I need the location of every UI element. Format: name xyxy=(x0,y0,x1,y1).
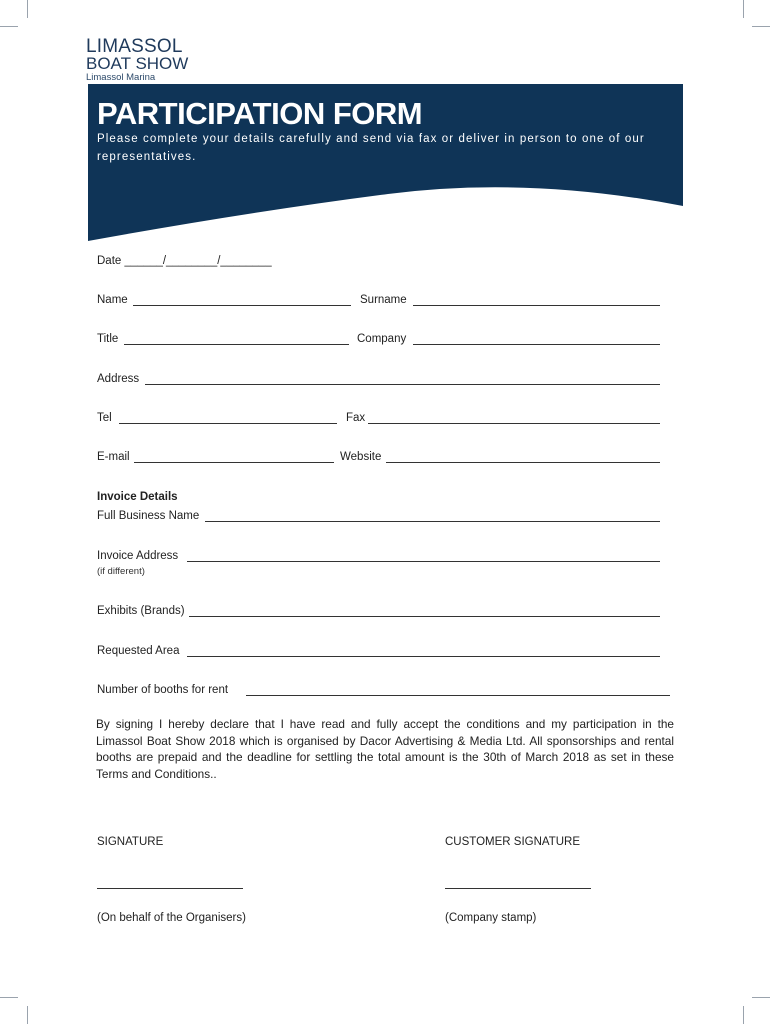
customer-signature-line[interactable] xyxy=(445,888,591,889)
if-different-note: (if different) xyxy=(97,566,145,577)
logo xyxy=(86,38,188,84)
organisers-note: (On behalf of the Organisers) xyxy=(97,912,246,924)
surname-field[interactable] xyxy=(413,305,660,306)
crop-mark xyxy=(752,26,770,27)
invoice-address-label: Invoice Address xyxy=(97,550,179,562)
fax-field[interactable] xyxy=(368,423,660,424)
name-field[interactable] xyxy=(133,305,351,306)
customer-signature-label: CUSTOMER SIGNATURE xyxy=(445,836,581,848)
page-title: PARTICIPATION FORM xyxy=(97,96,423,131)
header-banner xyxy=(88,84,683,244)
declaration-text: By signing I hereby declare that I have read and fully accept the conditions and my participation in the Limassol Boat Show 2018 which is organised by Dacor Advertising & Media Ltd. All sponsorships and rental booths are prepaid and the deadline for settling the total amount is the 30th of March 2018 as set in these Terms and Conditions.. xyxy=(96,717,674,781)
crop-mark xyxy=(752,997,770,998)
logo-line-1: LIMASSOL xyxy=(86,36,183,57)
signature-label: SIGNATURE xyxy=(97,836,164,848)
business-name-field[interactable] xyxy=(205,521,660,522)
title-label: Title xyxy=(97,333,119,345)
company-field[interactable] xyxy=(413,344,660,345)
name-label: Name xyxy=(97,294,128,306)
company-label: Company xyxy=(357,333,407,345)
logo-line-2: BOAT SHOW xyxy=(86,54,189,73)
company-stamp-note: (Company stamp) xyxy=(445,912,537,924)
website-field[interactable] xyxy=(386,462,660,463)
tel-field[interactable] xyxy=(119,423,337,424)
invoice-address-field[interactable] xyxy=(187,561,660,562)
title-field[interactable] xyxy=(124,344,349,345)
business-name-label: Full Business Name xyxy=(97,510,200,522)
tel-label: Tel xyxy=(97,412,112,424)
exhibits-field[interactable] xyxy=(189,616,660,617)
email-label: E-mail xyxy=(97,451,130,463)
crop-mark xyxy=(27,1006,28,1024)
requested-area-label: Requested Area xyxy=(97,645,180,657)
page-subtitle: Please complete your details carefully and send via fax or deliver in person to one of our representatives. xyxy=(97,133,645,163)
requested-area-field[interactable] xyxy=(187,656,660,657)
crop-mark xyxy=(743,0,744,18)
crop-mark xyxy=(0,26,18,27)
exhibits-label: Exhibits (Brands) xyxy=(97,605,185,617)
fax-label: Fax xyxy=(346,412,366,424)
signature-line[interactable] xyxy=(97,888,243,889)
surname-label: Surname xyxy=(360,294,407,306)
invoice-heading: Invoice Details xyxy=(97,491,178,503)
website-label: Website xyxy=(340,451,382,463)
booths-label: Number of booths for rent xyxy=(97,684,229,696)
email-field[interactable] xyxy=(134,462,334,463)
address-field[interactable] xyxy=(145,384,660,385)
crop-mark xyxy=(27,0,28,18)
crop-mark xyxy=(743,1006,744,1024)
date-field[interactable]: Date ______/________/________ xyxy=(97,255,272,267)
crop-mark xyxy=(0,997,18,998)
address-label: Address xyxy=(97,373,140,385)
booths-field[interactable] xyxy=(246,695,670,696)
logo-line-3: Limassol Marina xyxy=(86,72,156,83)
